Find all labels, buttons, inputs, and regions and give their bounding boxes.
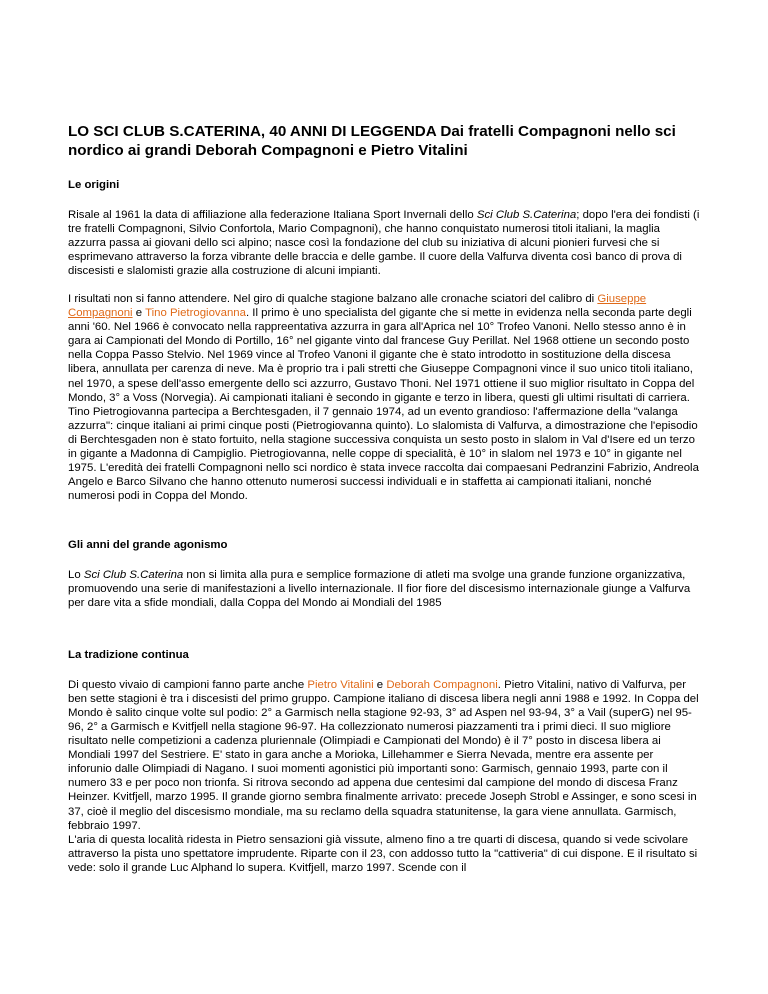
link-giuseppe-compagnoni[interactable]: Giuseppe Compagnoni xyxy=(68,293,647,320)
section-heading-agonismo: Gli anni del grande agonismo xyxy=(68,538,228,551)
club-name-emphasis: Sci Club S.Caterina xyxy=(476,209,577,221)
link-tino-pietrogiovanna[interactable]: Tino Pietrogiovanna xyxy=(145,307,246,320)
paragraph-agonismo xyxy=(68,568,700,610)
text-span: non si limita alla pura e semplice formazione di atleti ma svolge una grande funzione organizzativa, promuovendo una serie di manifestazioni a livello internazionale. Il fior fiore del discesismo internazionale giunge a Valfurva per dare vita a sfide mondiali, dalla Coppa del Mondo ai Mondiali del 1985 xyxy=(68,568,691,610)
text-span: Risale al 1961 la data di affiliazione alla federazione Italiana Sport Invernali dello xyxy=(68,209,477,221)
text-span: Lo xyxy=(68,568,84,581)
document-page xyxy=(68,122,700,889)
section-heading-tradizione: La tradizione continua xyxy=(68,649,189,662)
paragraph-tradizione-1 xyxy=(68,678,700,833)
spacer xyxy=(68,624,700,648)
text-span: . Pietro Vitalini, nativo di Valfurva, per ben sette stagioni è tra i discesisti del primo gruppo. Campione italiano di discesa libera negli anni 1988 e 1992. In Coppa del Mondo è salito cinque volte sul podio: 2° a Garmisch nella stagione 92-93, 3° ad Aspen nel 93-94, 3° a Vail (superG) nel 95-96, 2° a Garmisch e Kvitfjell nella stagione 96-97. Ha collezzionato numerosi piazzamenti tra i primi dieci. Il suo migliore risultato nelle competizioni a cadenza pluriennale (Olimpiadi e Campionati del Mondo) è il 7° posto in discesa libera ai Mondiali 1997 del Sestriere. E' stato in gara anche a Morioka, Lillehammer e Sierra Nevada, mentre era assente per inforunio dalle Olimpiadi di Nagano. I suoi momenti agonistici più importanti sono: Garmisch, gennaio 1993, parte con il numero 33 e per poco non trionfa. Si ritrova secondo ad appena due centesimi dal campione del mondo di discesa Franz Heinzer. Kvitfjell, marzo 1995. Il grande giorno sembra finalmente arrivato: precede Joseph Strobl e Assinger, e sono scesi in 37, cioè il meglio del discesismo mondiale, ma su reclamo della squadra statunitense, la gara viene annullata. Garmisch, febbraio 1997. xyxy=(68,679,699,832)
spacer xyxy=(68,517,700,538)
text-span: e xyxy=(373,679,387,692)
paragraph-origini-1 xyxy=(68,208,700,278)
text-span: e xyxy=(132,307,146,320)
text-span: I risultati non si fanno attendere. Nel giro di qualche stagione balzano alle cronache sciatori del calibro di xyxy=(68,293,598,306)
link-deborah-compagnoni[interactable]: Deborah Compagnoni xyxy=(386,679,498,692)
paragraph-origini-2 xyxy=(68,292,700,503)
text-span: . Il primo è uno specialista del gigante che si mette in evidenza nella seconda parte degli anni '60. Nel 1966 è convocato nella rappreentativa azzurra in gara all'Aprica nel 10° Trofeo Vanoni. Nello stesso anno è in gara ai Campionati del Mondo di Portillo, 16° nel gigante vinto dal francese Guy Perillat. Nel 1968 ottiene un secondo posto nella Coppa Passo Stelvio. Nel 1969 vince al Trofeo Vanoni il gigante che è stato introdotto in sostituzione della discesa libera, annullata per carenza di neve. Ma è proprio tra i pali stretti che Giuseppe Compagnoni vince il suo unico titoli italiano, nel 1970, a spese dell'asso emergente dello sci azzurro, Gustavo Thoni. Nel 1971 ottiene il suo miglior risultato in Coppa del Mondo, 3° a Voss (Norvegia). Ai campionati italiani è secondo in gigante e terzo in libera, questi gli ultimi risultati di carriera. Tino Pietrogiovanna partecipa a Berchtesgaden, il 7 gennaio 1974, ad un evento grandioso: l'affermazione della "valanga azzurra": cinque italiani ai primi cinque posti (Pietrogiovanna quinto). Lo slalomista di Valfurva, a dimostrazione che l'episodio di Berchtesgaden non è stato fortuito, nella stagione successiva conquista un sesto posto in slalom in Val d'Isere ed un terzo in gigante a Madonna di Campiglio. Pietrogiovanna, nelle coppe di specialità, è 10° in slalom nel 1973 e 10° in gigante nel 1975. L'eredità dei fratelli Compagnoni nello sci nordico è stata invece raccolta dai compaesani Pedranzini Fabrizio, Andreola Angelo e Barco Silvano che hanno ottenuto numerosi successi individuali e in staffetta ai campionati italiani, nonché numerosi podi in Coppa del Mondo. xyxy=(68,307,699,502)
link-pietro-vitalini[interactable]: Pietro Vitalini xyxy=(307,679,374,692)
paragraph-tradizione-2: L'aria di questa località ridesta in Pietro sensazioni già vissute, almeno fino a tre quarti di discesa, quando si vede scivolare attraverso la pista uno spettatore imprudente. Riparte con il 23, con addosso tutto la "cattiveria" di cui dispone. E il risultato si vede: solo il grande Luc Alphand lo supera. Kvitfjell, marzo 1997. Scende con il xyxy=(68,833,698,874)
page-title: LO SCI CLUB S.CATERINA, 40 ANNI DI LEGGENDA Dai fratelli Compagnoni nello sci nordico ai grandi Deborah Compagnoni e Pietro Vitalini xyxy=(68,123,676,159)
club-name-emphasis: Sci Club S.Caterina xyxy=(83,568,184,581)
text-span: Di questo vivaio di campioni fanno parte anche xyxy=(68,679,308,692)
text-span: ; dopo l'era dei fondisti (i tre fratelli Compagnoni, Silvio Confortola, Mario Compagnoni), che hanno conquistato numerosi titoli italiani, la maglia azzurra passa ai giovani dello sci alpino; nasce così la fondazione del club su iniziativa di alcuni pionieri furvesi che si esprimevano attraverso la forza vibrante delle braccia e delle gambe. Il cuore della Valfurva diventa così banco di prova di discesisti e slalomisti grazie alla costruzione di alcuni impianti. xyxy=(68,209,700,278)
section-heading-origini: Le origini xyxy=(68,179,120,191)
